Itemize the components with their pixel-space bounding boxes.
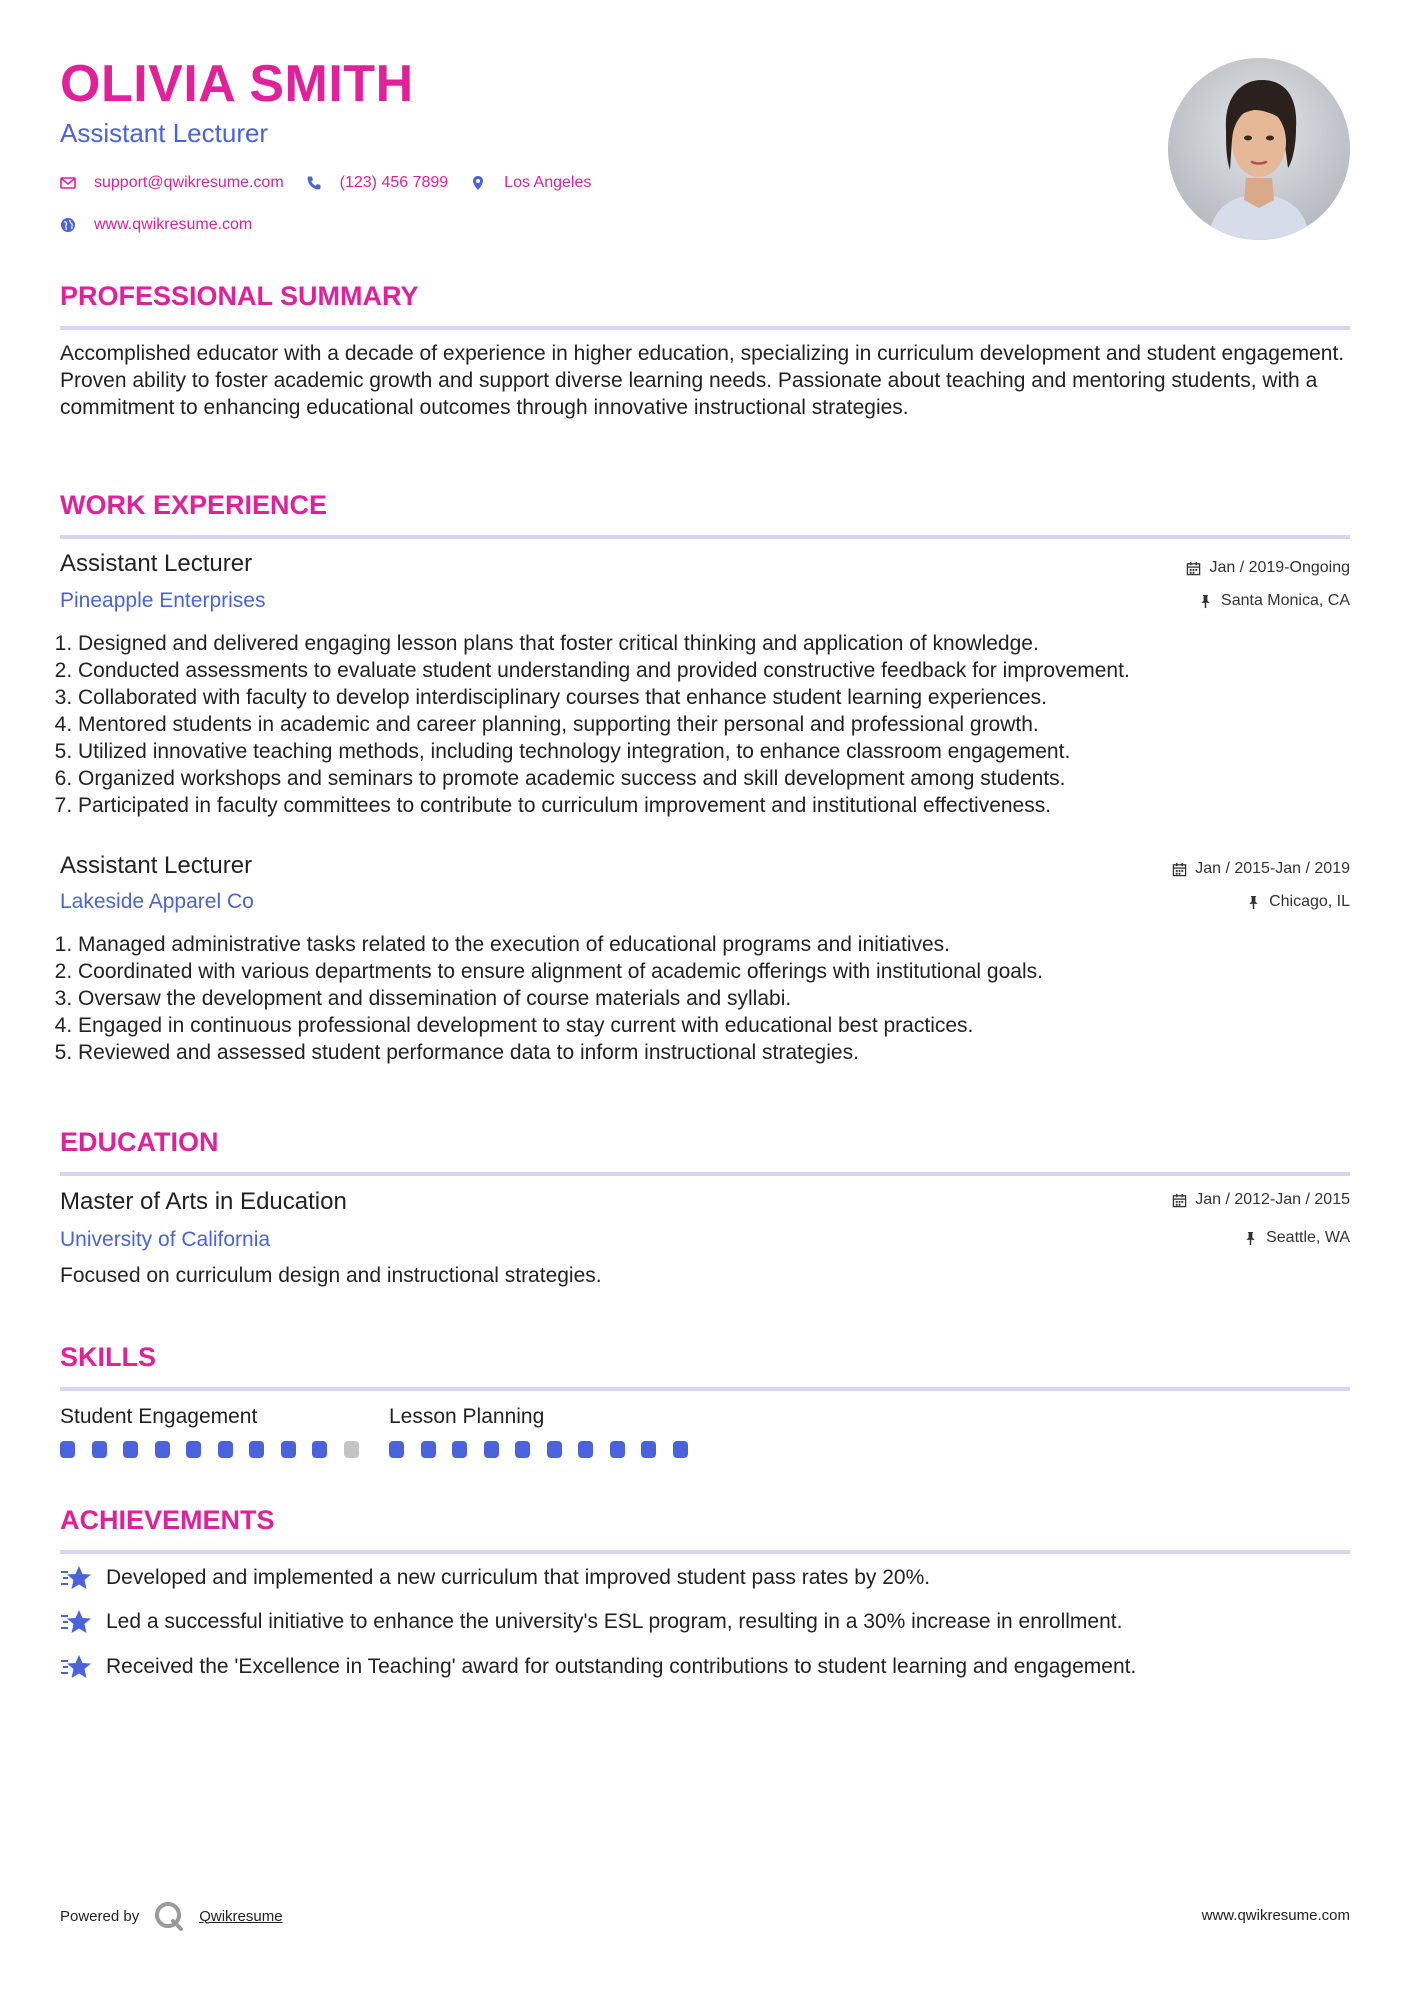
qwikresume-logo-icon <box>153 1900 185 1932</box>
candidate-name: OLIVIA SMITH <box>60 55 414 113</box>
envelope-icon <box>60 175 76 191</box>
rating-dot-filled <box>610 1441 625 1458</box>
job-location-text: Chicago, IL <box>1269 893 1350 910</box>
phone-icon <box>306 175 322 191</box>
list-item: 2. Conducted assessments to evaluate student understanding and provided constructive feedback for improvement. <box>78 657 1378 684</box>
powered-by-text: Powered by <box>60 1907 140 1925</box>
location-text: Los Angeles <box>504 174 592 191</box>
job-title: Assistant Lecturer <box>60 550 253 577</box>
section-title-experience: WORK EXPERIENCE <box>60 492 1350 539</box>
list-item: 7. Participated in faculty committees to contribute to curriculum improvement and institutional effectiveness. <box>78 792 1378 819</box>
pushpin-icon <box>1198 594 1213 609</box>
email-text[interactable]: support@qwikresume.com <box>94 174 284 191</box>
education-dates-text: Jan / 2012-Jan / 2015 <box>1195 1191 1350 1208</box>
list-item: 4. Mentored students in academic and career planning, supporting their personal and professional growth. <box>78 711 1378 738</box>
skill-name: Lesson Planning <box>389 1405 545 1428</box>
contact-email[interactable] <box>60 174 284 192</box>
contact-phone[interactable] <box>306 174 449 192</box>
footer-website[interactable]: www.qwikresume.com <box>1201 1907 1350 1924</box>
calendar-icon <box>1172 862 1187 877</box>
rating-dot-empty <box>344 1441 359 1458</box>
rating-dot-filled <box>155 1441 170 1458</box>
list-item: 6. Organized workshops and seminars to promote academic success and skill development among students. <box>78 765 1378 792</box>
achievement-text: Developed and implemented a new curriculum that improved student pass rates by 20%. <box>106 1566 931 1589</box>
rating-dot-filled <box>673 1441 688 1458</box>
skill-rating <box>389 1441 704 1458</box>
rating-dot-filled <box>641 1441 656 1458</box>
job-dates <box>1172 861 1350 877</box>
job-dates-text: Jan / 2015-Jan / 2019 <box>1195 860 1350 877</box>
profile-photo <box>1168 58 1350 240</box>
rating-dot-filled <box>484 1441 499 1458</box>
calendar-icon <box>1186 561 1201 576</box>
list-item: 1. Managed administrative tasks related to the execution of educational programs and initiatives. <box>78 931 1378 958</box>
job-dates-text: Jan / 2019-Ongoing <box>1209 559 1350 576</box>
star-icon <box>60 1564 92 1592</box>
globe-icon <box>60 217 76 233</box>
list-item: 2. Coordinated with various departments to ensure alignment of academic offerings with institutional goals. <box>78 958 1378 985</box>
education-location <box>1243 1230 1350 1246</box>
brand-link[interactable]: Qwikresume <box>199 1907 283 1925</box>
education-description: Focused on curriculum design and instructional strategies. <box>60 1264 602 1287</box>
job-title: Assistant Lecturer <box>60 852 253 879</box>
rating-dot-filled <box>578 1441 593 1458</box>
education-dates <box>1172 1192 1350 1208</box>
school-name: University of California <box>60 1228 271 1251</box>
rating-dot-filled <box>547 1441 562 1458</box>
contact-location <box>470 174 591 192</box>
achievement-text: Led a successful initiative to enhance the university's ESL program, resulting in a 30% increase in enrollment. <box>106 1610 1123 1633</box>
skill-item <box>60 1406 375 1458</box>
job-location-text: Santa Monica, CA <box>1221 592 1350 609</box>
rating-dot-filled <box>281 1441 296 1458</box>
rating-dot-filled <box>186 1441 201 1458</box>
website-text[interactable]: www.qwikresume.com <box>94 216 253 233</box>
section-title-skills: SKILLS <box>60 1344 1350 1391</box>
section-title-education: EDUCATION <box>60 1129 1350 1176</box>
phone-text[interactable]: (123) 456 7899 <box>339 174 449 191</box>
achievement-item <box>60 1608 1122 1636</box>
job-responsibilities <box>54 630 1378 819</box>
list-item: 5. Utilized innovative teaching methods, including technology integration, to enhance classroom engagement. <box>78 738 1378 765</box>
star-icon <box>60 1608 92 1636</box>
list-item: 4. Engaged in continuous professional development to stay current with educational best practices. <box>78 1012 1378 1039</box>
star-icon <box>60 1653 92 1681</box>
rating-dot-filled <box>60 1441 75 1458</box>
job-location <box>1246 894 1350 910</box>
skill-name: Student Engagement <box>60 1405 258 1428</box>
section-title-achievements: ACHIEVEMENTS <box>60 1507 1350 1554</box>
education-location-text: Seattle, WA <box>1266 1229 1350 1246</box>
rating-dot-filled <box>218 1441 233 1458</box>
pushpin-icon <box>1243 1231 1258 1246</box>
map-pin-icon <box>470 175 486 191</box>
rating-dot-filled <box>421 1441 436 1458</box>
company-name: Lakeside Apparel Co <box>60 890 254 913</box>
rating-dot-filled <box>123 1441 138 1458</box>
rating-dot-filled <box>515 1441 530 1458</box>
achievement-item <box>60 1564 930 1592</box>
company-name: Pineapple Enterprises <box>60 589 266 612</box>
contact-row <box>60 174 613 192</box>
degree-name: Master of Arts in Education <box>60 1188 347 1215</box>
skill-item <box>389 1406 704 1458</box>
candidate-role: Assistant Lecturer <box>60 118 269 148</box>
contact-row-website <box>60 216 274 234</box>
skill-rating <box>60 1441 375 1458</box>
pushpin-icon <box>1246 895 1261 910</box>
achievement-item <box>60 1653 1136 1681</box>
summary-text: Accomplished educator with a decade of experience in higher education, specializing in curriculum development and student engagement. Proven ability to foster academic growth and support diverse learning needs. Passionate about teaching and mentoring students, with a commitment to enhancing educational outcomes through innovative instructional strategies. <box>60 342 1345 419</box>
rating-dot-filled <box>249 1441 264 1458</box>
calendar-icon <box>1172 1193 1187 1208</box>
rating-dot-filled <box>389 1441 404 1458</box>
job-location <box>1198 593 1350 609</box>
rating-dot-filled <box>312 1441 327 1458</box>
job-dates <box>1186 560 1350 576</box>
section-title-summary: PROFESSIONAL SUMMARY <box>60 283 1350 330</box>
list-item: 3. Collaborated with faculty to develop interdisciplinary courses that enhance student learning experiences. <box>78 684 1378 711</box>
contact-website[interactable] <box>60 216 252 234</box>
achievement-text: Received the 'Excellence in Teaching' award for outstanding contributions to student learning and engagement. <box>106 1655 1137 1678</box>
footer-powered-by <box>60 1900 283 1932</box>
list-item: 1. Designed and delivered engaging lesson plans that foster critical thinking and application of knowledge. <box>78 630 1378 657</box>
job-responsibilities <box>54 931 1378 1066</box>
rating-dot-filled <box>92 1441 107 1458</box>
profile-photo-illustration <box>1168 58 1350 240</box>
list-item: 5. Reviewed and assessed student performance data to inform instructional strategies. <box>78 1039 1378 1066</box>
rating-dot-filled <box>452 1441 467 1458</box>
list-item: 3. Oversaw the development and dissemination of course materials and syllabi. <box>78 985 1378 1012</box>
